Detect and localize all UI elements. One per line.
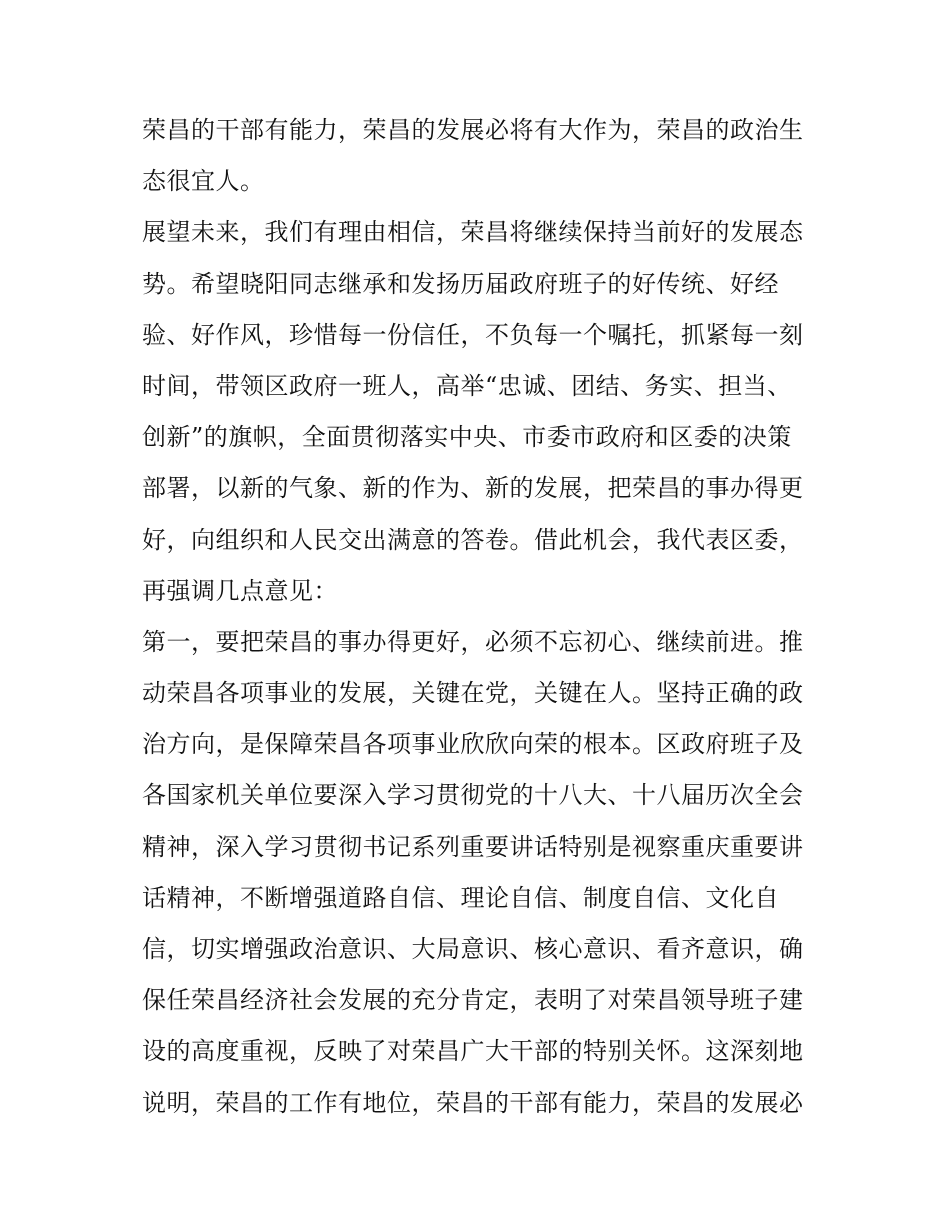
text-line: 信，切实增强政治意识、大局意识、核心意识、看齐意识，确 (142, 935, 804, 963)
text-line: 态很宜人。 (142, 167, 265, 196)
text-line: 各国家机关单位要深入学习贯彻党的十八大、十八届历次全会 (142, 781, 804, 810)
body-text (142, 105, 822, 1129)
text-line: 话精神，不断增强道路自信、理论自信、制度自信、文化自 (142, 883, 779, 912)
text-line: 荣昌的干部有能力，荣昌的发展必将有大作为，荣昌的政治生 (142, 116, 804, 144)
text-line: 保任荣昌经济社会发展的充分肯定，表明了对荣昌领导班子建 (142, 986, 804, 1015)
text-line: 部署，以新的气象、新的作为、新的发展，把荣昌的事办得更 (142, 474, 804, 503)
text-line: 再强调几点意见： (142, 576, 338, 605)
text-line: 时间，带领区政府一班人，高举“忠诚、团结、务实、担当、 (142, 371, 792, 400)
text-line: 创新”的旗帜，全面贯彻落实中央、市委市政府和区委的决策 (142, 423, 792, 452)
text-line: 设的高度重视，反映了对荣昌广大干部的特别关怀。这深刻地 (142, 1037, 804, 1066)
text-line: 好，向组织和人民交出满意的答卷。借此机会，我代表区委， (142, 525, 804, 554)
text-line: 展望未来，我们有理由相信，荣昌将继续保持当前好的发展态 (142, 218, 804, 247)
text-line: 治方向，是保障荣昌各项事业欣欣向荣的根本。区政府班子及 (142, 730, 804, 759)
text-line: 第一，要把荣昌的事办得更好，必须不忘初心、继续前进。推 (142, 627, 804, 656)
text-line: 势。希望晓阳同志继承和发扬历届政府班子的好传统、好经 (142, 269, 779, 298)
text-line: 验、好作风，珍惜每一份信任，不负每一个嘱托，抓紧每一刻 (142, 320, 804, 349)
text-line: 动荣昌各项事业的发展，关键在党，关键在人。坚持正确的政 (142, 679, 804, 708)
text-line: 说明，荣昌的工作有地位，荣昌的干部有能力，荣昌的发展必 (142, 1088, 804, 1117)
text-line: 精神，深入学习贯彻书记系列重要讲话特别是视察重庆重要讲 (142, 832, 804, 861)
